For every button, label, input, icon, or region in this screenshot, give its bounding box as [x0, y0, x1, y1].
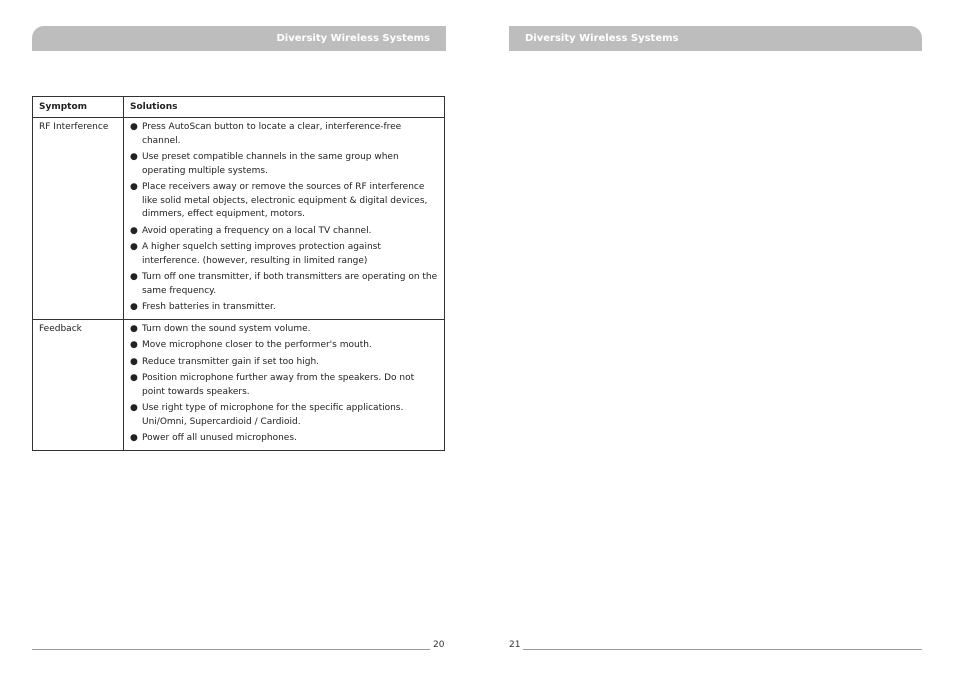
solutions-list [130, 121, 438, 315]
list-item [130, 225, 438, 239]
solution-text: Power off all unused microphones. [142, 433, 297, 443]
solution-text: Turn off one transmitter, if both transmitters are operating on the same frequency. [142, 272, 438, 296]
list-item [130, 241, 438, 268]
page-number-right: 21 [509, 640, 521, 650]
table-row [33, 319, 445, 450]
solution-text: Use right type of microphone for the specific applications. Uni/Omni, Supercardioid / Cardioid. [142, 403, 404, 427]
list-item [130, 271, 438, 298]
solution-text: Fresh batteries in transmitter. [142, 302, 276, 312]
footer-rule-left [32, 649, 430, 650]
symptom-cell: RF Interference [33, 118, 124, 320]
table-header-row [33, 97, 445, 118]
solution-text: A higher squelch setting improves protection against interference. (however, resulting in limited range) [142, 242, 381, 266]
bullet-icon: ● [130, 373, 138, 383]
solution-text: Place receivers away or remove the sources of RF interference like solid metal objects, electronic equipment & digital devices, dimmers, effect equipment, motors. [142, 182, 428, 219]
list-item [130, 402, 438, 429]
list-item [130, 372, 438, 399]
list-item [130, 323, 438, 337]
page-header-right [509, 26, 922, 51]
bullet-icon: ● [130, 302, 138, 312]
solutions-cell [124, 118, 445, 320]
list-item [130, 151, 438, 178]
bullet-icon: ● [130, 356, 138, 367]
bullet-icon: ● [130, 323, 138, 334]
header-title-left: Diversity Wireless Systems [276, 33, 430, 44]
bullet-icon: ● [130, 242, 138, 252]
list-item [130, 121, 438, 148]
solution-text: Move microphone closer to the performer's mouth. [142, 340, 372, 350]
list-item [130, 356, 438, 370]
footer-rule-right [523, 649, 922, 650]
bullet-icon: ● [130, 152, 138, 162]
solution-text: Use preset compatible channels in the same group when operating multiple systems. [142, 152, 399, 176]
solution-text: Reduce transmitter gain if set too high. [142, 356, 320, 367]
bullet-icon: ● [130, 340, 138, 350]
solution-text: Position microphone further away from the speakers. Do not point towards speakers. [142, 373, 415, 397]
table-body [33, 118, 445, 451]
troubleshooting-table [32, 96, 445, 451]
solutions-cell [124, 319, 445, 450]
list-item [130, 301, 438, 315]
solution-text: Press AutoScan button to locate a clear, interference-free channel. [142, 122, 402, 146]
symptom-cell: Feedback [33, 319, 124, 450]
symptom-column-header: Symptom [33, 97, 124, 118]
page-header-left [32, 26, 446, 51]
solution-text: Turn down the sound system volume. [142, 323, 311, 334]
solutions-list [130, 323, 438, 446]
page-number-left: 20 [433, 640, 445, 650]
solutions-column-header: Solutions [124, 97, 445, 118]
list-item [130, 339, 438, 353]
list-item [130, 432, 438, 446]
list-item [130, 181, 438, 222]
bullet-icon: ● [130, 403, 138, 413]
header-title-right: Diversity Wireless Systems [525, 33, 679, 44]
bullet-icon: ● [130, 225, 138, 236]
bullet-icon: ● [130, 433, 138, 443]
bullet-icon: ● [130, 122, 138, 132]
bullet-icon: ● [130, 272, 138, 282]
table-row [33, 118, 445, 320]
solution-text: Avoid operating a frequency on a local TV channel. [142, 225, 372, 236]
bullet-icon: ● [130, 182, 138, 192]
